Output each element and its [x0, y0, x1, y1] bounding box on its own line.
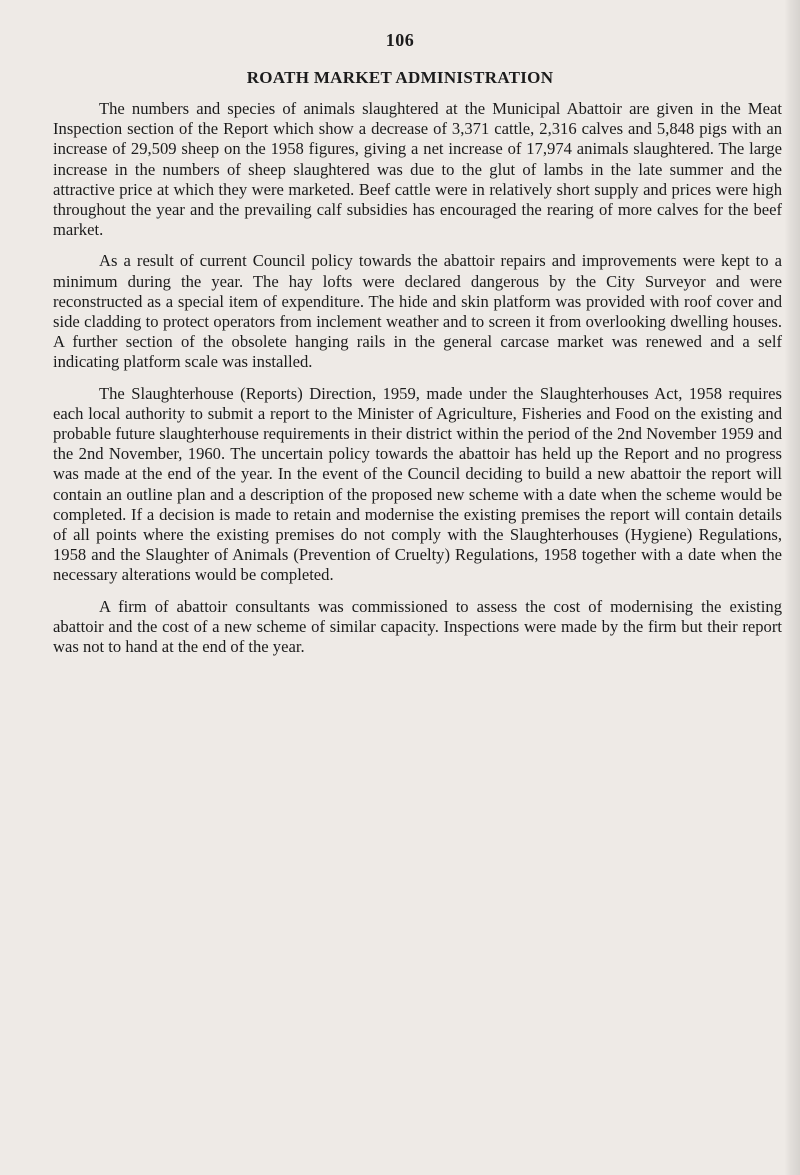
page-number: 106	[385, 30, 415, 50]
paragraph-reports-direction: The Slaughterhouse (Reports) Direction, 1959, made under the Slaughterhouses Act, 1958 requires each local authority to submit a report to the Minister of Agriculture, Fisheries and Food on the existing and probable future slaughterhouse requirements in their district within the period of the 2nd November 1959 and the 2nd November, 1960. The uncertain policy towards the abattoir has held up the Report and no progress was made at the end of the year. In the event of the Council deciding to build a new abattoir the report will contain an outline plan and a description of the proposed new scheme with a date when the scheme would be completed. If a decision is made to retain and modernise the existing premises the report will contain details of all points where the existing premises do not comply with the Slaughterhouses (Hygiene) Regulations, 1958 and the Slaughter of Animals (Prevention of Cruelty) Regulations, 1958 together with a date when the necessary alterations would be completed.	[53, 383, 782, 585]
paragraph-slaughter-figures: The numbers and species of animals slaughtered at the Municipal Abattoir are given in the Meat Inspection section of the Report which show a decrease of 3,371 cattle, 2,316 calves and 5,848 pigs with an increase of 29,509 sheep on the 1958 figures, giving a net increase of 17,974 animals slaughtered. The large increase in the numbers of sheep slaughtered was due to the glut of lambs in the late summer and the attractive price at which they were marketed. Beef cattle were in relatively short supply and prices were high throughout the year and the prevailing calf subsidies has encouraged the rearing of more calves for the beef market.	[53, 99, 782, 240]
body-text	[53, 99, 782, 668]
section-heading: ROATH MARKET ADMINISTRATION	[246, 68, 554, 87]
paragraph-repairs: As a result of current Council policy towards the abattoir repairs and improvements were kept to a minimum during the year. The hay lofts were declared dangerous by the City Surveyor and were reconstructed as a special item of expenditure. The hide and skin platform was provided with roof cover and side cladding to protect operators from inclement weather and to screen it from overlooking dwelling houses. A further section of the obsolete hanging rails in the general carcase market was renewed and a self indicating platform scale was installed.	[53, 251, 782, 372]
paragraph-consultants: A firm of abattoir consultants was commissioned to assess the cost of modernising the existing abattoir and the cost of a new scheme of similar capacity. Inspections were made by the firm but their report was not to hand at the end of the year.	[53, 596, 782, 657]
page-edge-shadow	[784, 0, 800, 1175]
